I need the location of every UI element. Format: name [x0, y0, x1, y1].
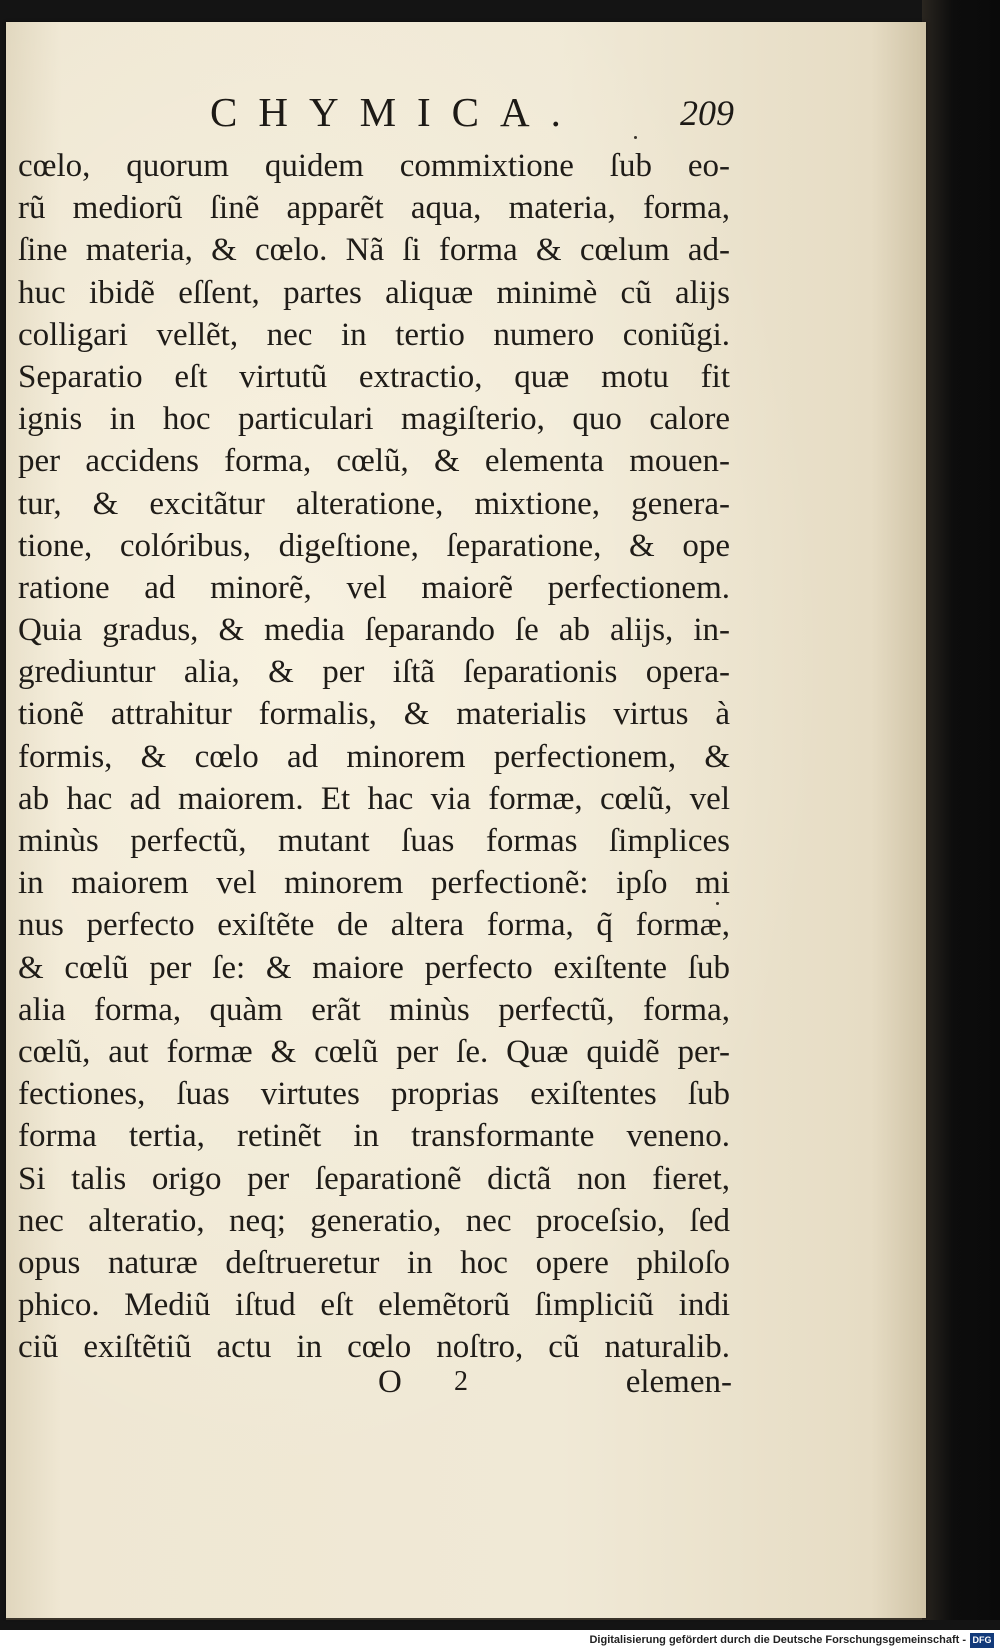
text-line: alia forma, quàm erãt minùs perfectũ, forma,	[18, 991, 730, 1028]
text-line: in maiorem vel minorem perfectionẽ: ipſo mi	[18, 865, 730, 902]
text-line: ſine materia, & cœlo. Nã ſi forma & cœlum ad-	[18, 232, 730, 269]
catchword: elemen-	[625, 1364, 732, 1400]
text-line: huc ibidẽ eſſent, partes aliquæ minimè cũ alijs	[18, 274, 730, 311]
text-line: cœlũ, aut formæ & cœlũ per ſe. Quæ quidẽ per-	[18, 1033, 730, 1070]
book-spine-shadow	[922, 0, 1000, 1620]
footer-bar	[0, 1630, 1000, 1652]
ink-speck	[634, 136, 637, 139]
page-number: 209	[680, 93, 734, 133]
body-text	[18, 145, 730, 1368]
signature-mark	[378, 1364, 468, 1401]
text-line: per accidens forma, cœlũ, & elementa mouen-	[18, 443, 730, 480]
direction-line	[378, 1364, 732, 1404]
text-line: Separatio eſt virtutũ extractio, quæ motu fit	[18, 358, 730, 395]
text-line: phico. Mediũ iſtud eſt elemẽtorũ ſimpliciũ indi	[18, 1287, 730, 1324]
text-line: ciũ exiſtẽtiũ actu in cœlo noſtro, cũ naturalib.	[18, 1329, 730, 1366]
text-line: tionẽ attrahitur formalis, & materialis virtus à	[18, 696, 730, 733]
funding-credit: Digitalisierung gefördert durch die Deutsche Forschungsgemeinschaft -	[589, 1634, 966, 1646]
running-head: CHYMICA.	[210, 89, 582, 135]
text-line: rũ mediorũ ſinẽ apparẽt aqua, materia, forma,	[18, 190, 730, 227]
signature-letter: O	[378, 1364, 402, 1400]
signature-number: 2	[454, 1366, 468, 1397]
text-line: nus perfecto exiſtẽte de altera forma, q̃ formæ,	[18, 907, 730, 944]
text-line: tur, & excitãtur alteratione, mixtione, genera-	[18, 485, 730, 522]
text-line: ab hac ad maiorem. Et hac via formæ, cœlũ, vel	[18, 780, 730, 817]
text-line: fectiones, ſuas virtutes proprias exiſtentes ſub	[18, 1076, 730, 1113]
text-line: ratione ad minorẽ, vel maiorẽ perfectionem.	[18, 569, 730, 606]
text-line: nec alteratio, neq; generatio, nec proceſsio, ſed	[18, 1202, 730, 1239]
text-line: & cœlũ per ſe: & maiore perfecto exiſtente ſub	[18, 949, 730, 986]
text-line: tione, colóribus, digeſtione, ſeparatione, & ope	[18, 527, 730, 564]
text-line: Si talis origo per ſeparationẽ dictã non fieret,	[18, 1160, 730, 1197]
text-line: formis, & cœlo ad minorem perfectionem, &	[18, 738, 730, 775]
text-line: colligari vellẽt, nec in tertio numero coniũgi.	[18, 316, 730, 353]
text-line: minùs perfectũ, mutant ſuas formas ſimplices	[18, 823, 730, 859]
text-line: ignis in hoc particulari magiſterio, quo calore	[18, 401, 730, 438]
text-line: forma tertia, retinẽt in transformante veneno.	[18, 1118, 730, 1155]
text-line: cœlo, quorum quidem commixtione ſub eo-	[18, 148, 730, 184]
text-line: Quia gradus, & media ſeparando ſe ab alijs, in-	[18, 612, 730, 649]
text-line: opus naturæ deſtrueretur in hoc opere philoſo	[18, 1244, 730, 1281]
dfg-logo-icon: DFG	[970, 1633, 994, 1648]
text-line: grediuntur alia, & per iſtã ſeparationis opera-	[18, 654, 730, 691]
